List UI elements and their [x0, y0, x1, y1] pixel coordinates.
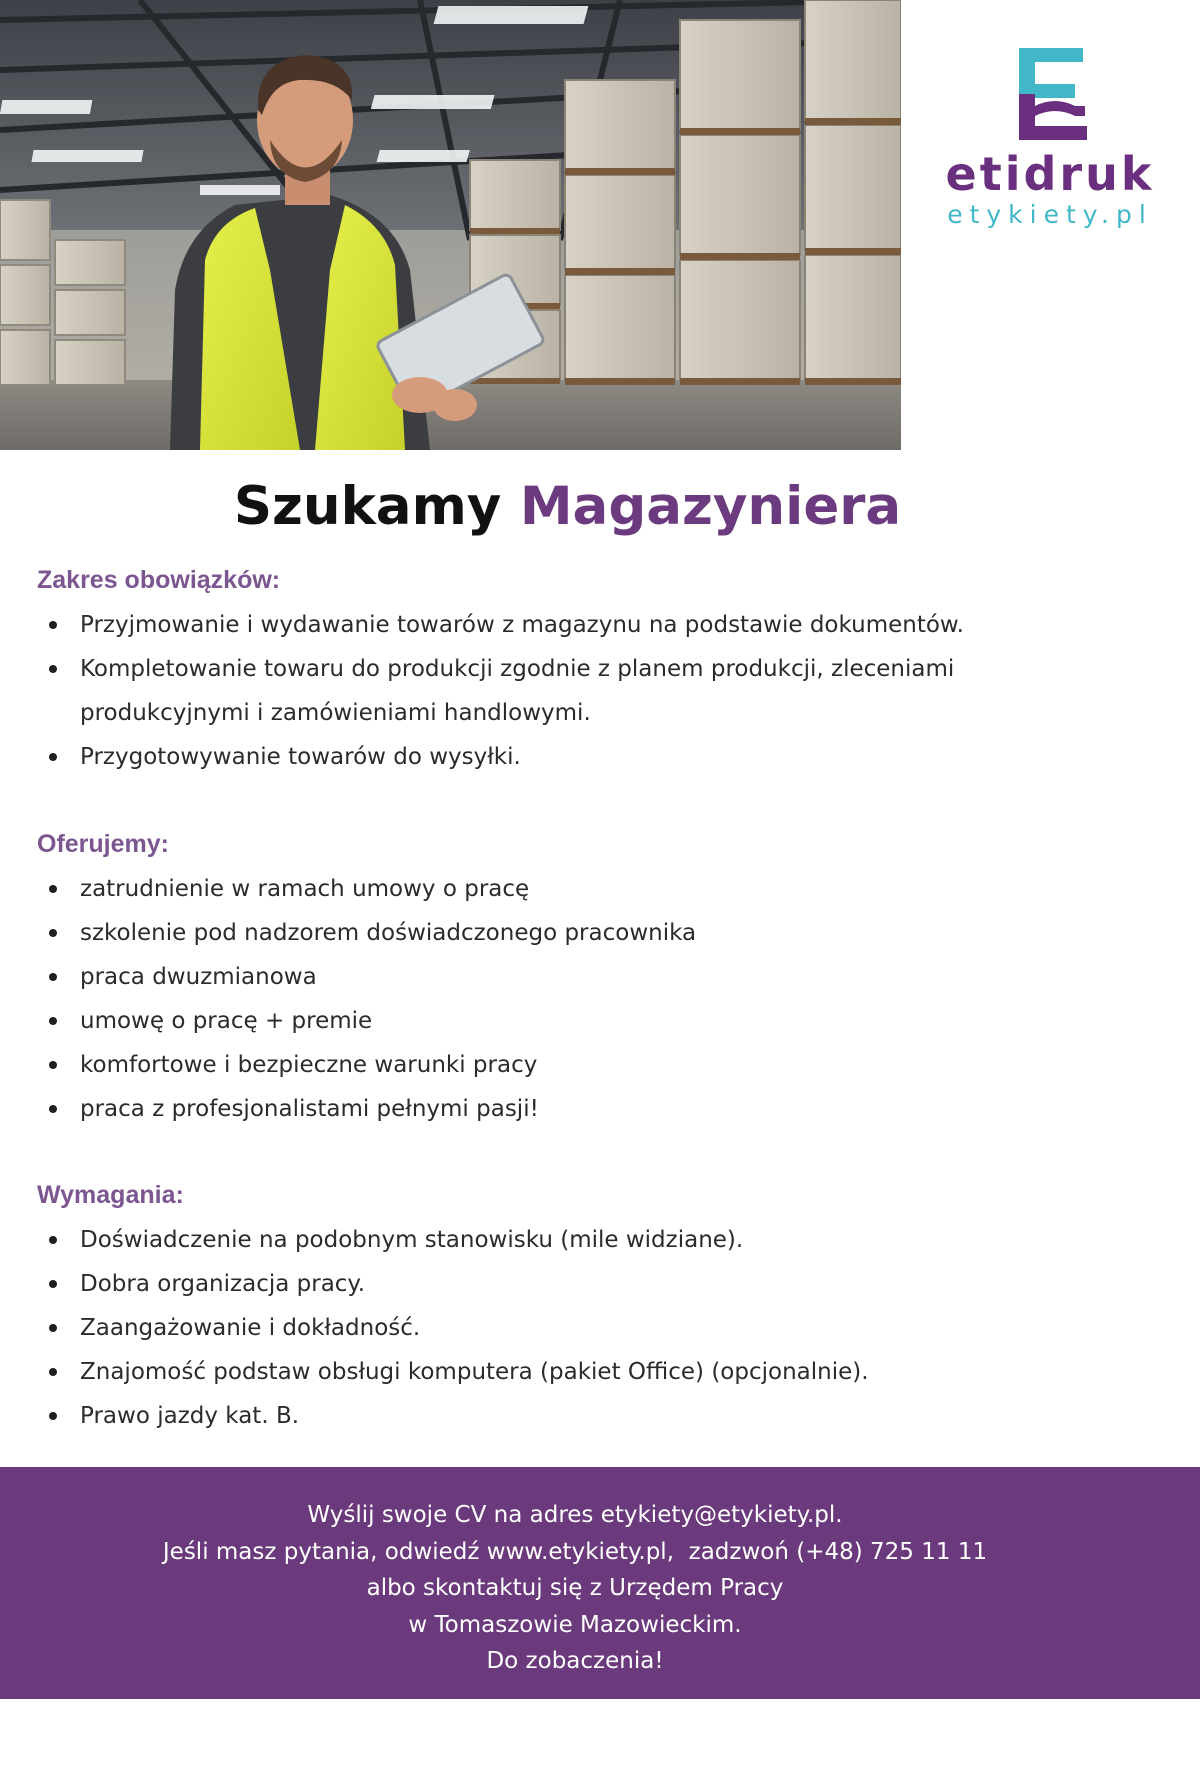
list-item-text: Prawo jazdy kat. B. [80, 1403, 300, 1429]
bullet-icon [49, 665, 57, 673]
list-item [37, 1218, 1137, 1262]
list-item [37, 1350, 1137, 1394]
list-item [37, 955, 1137, 999]
bullet-icon [49, 1412, 57, 1420]
list-item [37, 1043, 1137, 1087]
contact-text [0, 1497, 1150, 1680]
duties-list [37, 603, 1137, 779]
etidruk-logo [930, 40, 1170, 240]
list-item-text: praca z profesjonalistami pełnymi pasji! [80, 1096, 539, 1122]
list-item-text: Dobra organizacja pracy. [80, 1271, 366, 1297]
footer-line-office: albo skontaktuj się z Urzędem Pracy [366, 1575, 784, 1601]
section-title-duties: Zakres obowiązków: [37, 566, 281, 594]
list-item [37, 603, 1137, 647]
list-item-text: komfortowe i bezpieczne warunki pracy [80, 1052, 538, 1078]
bullet-icon [49, 1061, 57, 1069]
list-item-text: Przyjmowanie i wydawanie towarów z magazynu na podstawie dokumentów. [80, 612, 964, 638]
section-title-requirements: Wymagania: [37, 1181, 184, 1209]
list-item [37, 735, 1137, 779]
logo-subtitle: etykiety.pl [947, 200, 1153, 229]
list-item [37, 867, 1137, 911]
footer-line-cv: Wyślij swoje CV na adres etykiety@etykiety.pl. [307, 1502, 843, 1528]
requirements-list [37, 1218, 1137, 1438]
list-item [37, 1306, 1137, 1350]
list-item [37, 999, 1137, 1043]
list-item-text: praca dwuzmianowa [80, 964, 317, 990]
page-title-accent: Magazyniera [519, 476, 902, 537]
section-requirements [37, 1180, 1137, 1438]
etidruk-e-logo-icon [1015, 44, 1091, 144]
footer-line-city: w Tomaszowie Mazowieckim. [408, 1611, 742, 1638]
list-item-text: Przygotowywanie towarów do wysyłki. [80, 744, 521, 770]
bullet-icon [49, 753, 57, 761]
bullet-icon [49, 1368, 57, 1376]
bullet-icon [49, 1105, 57, 1113]
list-item-continuation [37, 691, 1137, 735]
contact-footer [0, 1467, 1200, 1699]
page-title-part1: Szukamy [233, 476, 520, 537]
list-item-text: produkcyjnymi i zamówieniami handlowymi. [80, 700, 591, 726]
list-item-text: szkolenie pod nadzorem doświadczonego pracownika [80, 920, 697, 946]
section-title-offer: Oferujemy: [37, 830, 169, 858]
bullet-icon [49, 929, 57, 937]
logo-name: etidruk [945, 147, 1155, 201]
list-item-text: Doświadczenie na podobnym stanowisku (mile widziane). [80, 1227, 744, 1253]
list-item [37, 1394, 1137, 1438]
offer-list [37, 867, 1137, 1131]
bullet-icon [49, 621, 57, 629]
bullet-icon [49, 885, 57, 893]
list-item-text: Kompletowanie towaru do produkcji zgodnie z planem produkcji, zleceniami [80, 656, 955, 682]
list-item-text: Zaangażowanie i dokładność. [80, 1315, 421, 1341]
list-item-text: Znajomość podstaw obsługi komputera (pakiet Office) (opcjonalnie). [80, 1359, 869, 1385]
section-offer [37, 829, 1137, 1131]
list-item [37, 647, 1137, 691]
footer-line-goodbye: Do zobaczenia! [486, 1648, 664, 1674]
bullet-icon [49, 1280, 57, 1288]
page-title [0, 470, 1135, 544]
bullet-icon [49, 1236, 57, 1244]
list-item-text: umowę o pracę + premie [80, 1008, 373, 1034]
list-item [37, 1087, 1137, 1131]
list-item [37, 911, 1137, 955]
list-item [37, 1262, 1137, 1306]
footer-line-contact: Jeśli masz pytania, odwiedź www.etykiety.pl, zadzwoń (+48) 725 11 11 [162, 1538, 988, 1565]
section-duties [37, 565, 1137, 779]
warehouse-worker-photo [0, 0, 901, 450]
bullet-icon [49, 973, 57, 981]
bullet-icon [49, 1017, 57, 1025]
bullet-icon [49, 1324, 57, 1332]
hero-photo [0, 0, 901, 450]
list-item-text: zatrudnienie w ramach umowy o pracę [80, 876, 530, 902]
